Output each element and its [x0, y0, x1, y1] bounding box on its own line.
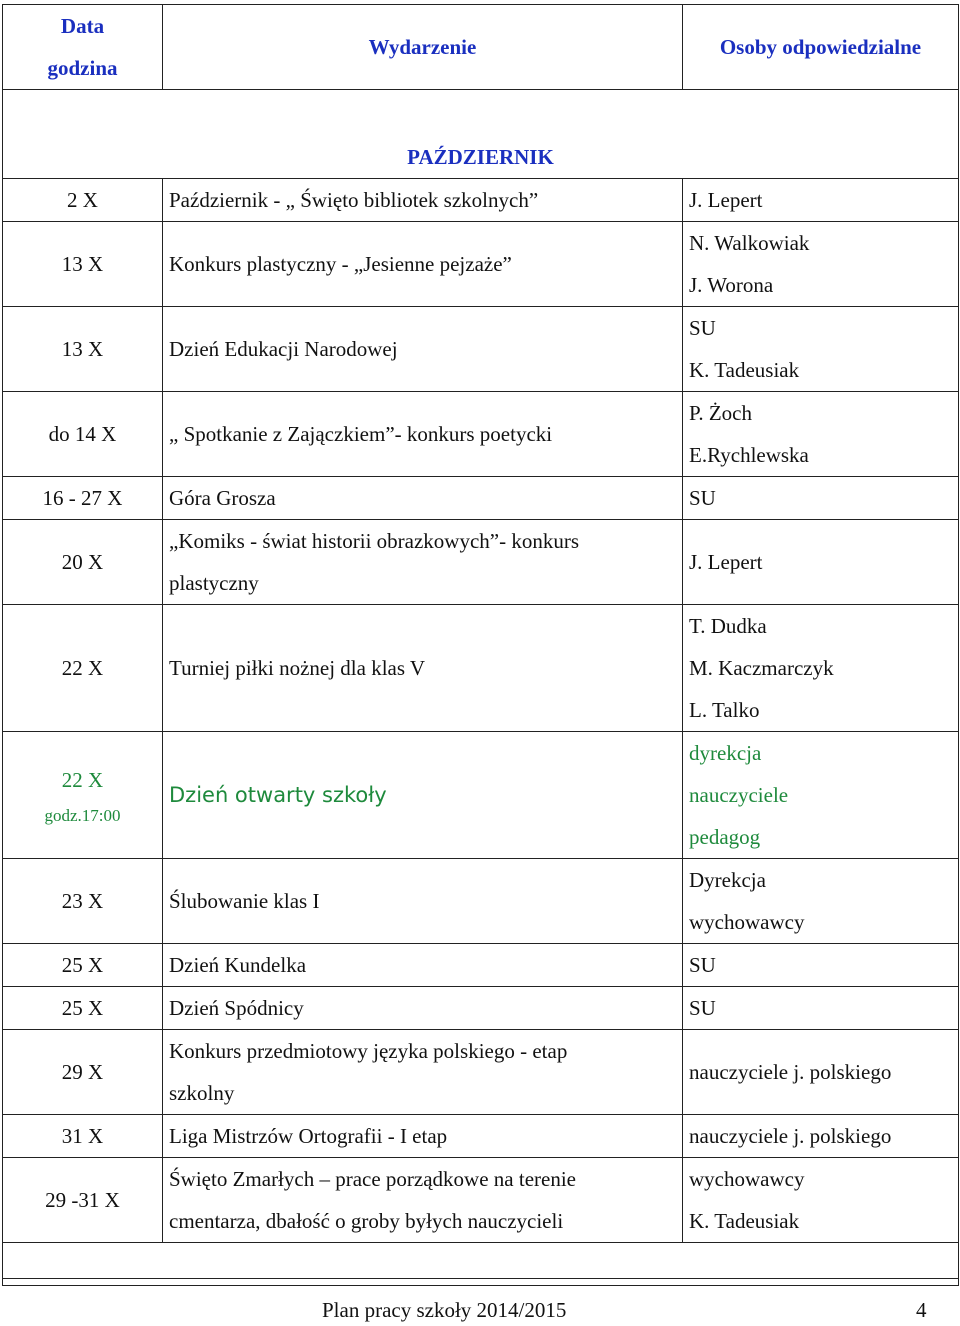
table-row	[3, 222, 959, 307]
table-row	[3, 1030, 959, 1115]
event-cell-text: Turniej piłki nożnej dla klas V	[169, 656, 426, 680]
person-cell	[683, 307, 959, 392]
person-cell-text: J. Lepert	[689, 550, 763, 574]
person-cell	[683, 1158, 959, 1243]
date-cell	[3, 605, 163, 732]
event-cell-text: Październik - „ Święto bibliotek szkolnych”	[169, 188, 539, 212]
date-cell-text: 23 X	[61, 889, 104, 913]
schedule-table	[2, 4, 959, 1286]
date-cell	[3, 1115, 163, 1158]
page-number: 4	[916, 1298, 927, 1322]
table-row	[3, 987, 959, 1030]
event-cell	[163, 987, 683, 1030]
event-cell-text: Dzień otwarty szkoły	[169, 783, 387, 807]
header-date	[3, 5, 163, 90]
date-cell	[3, 222, 163, 307]
event-cell-text: Dzień Edukacji Narodowej	[169, 337, 398, 361]
event-cell	[163, 859, 683, 944]
event-cell-text: Liga Mistrzów Ortografii - I etap	[169, 1124, 448, 1148]
person-cell-text: nauczyciele	[689, 783, 789, 807]
date-cell	[3, 859, 163, 944]
person-cell-text: J. Lepert	[689, 188, 763, 212]
footer-title: Plan pracy szkoły 2014/2015	[322, 1298, 567, 1322]
date-cell-text: 25 X	[61, 996, 104, 1020]
person-cell-text: T. Dudka	[689, 614, 767, 638]
person-cell-text: SU	[689, 316, 716, 340]
page-footer	[0, 1278, 956, 1326]
person-cell-text: wychowawcy	[689, 1167, 805, 1191]
table-row	[3, 732, 959, 859]
date-cell-text: godz.17:00	[44, 806, 121, 825]
date-cell	[3, 179, 163, 222]
person-cell-text: J. Worona	[689, 273, 774, 297]
event-cell-text: Święto Zmarłych – prace porządkowe na terenie	[169, 1167, 576, 1191]
event-cell	[163, 732, 683, 859]
person-cell-text: SU	[689, 953, 716, 977]
person-cell-text: K. Tadeusiak	[689, 1209, 800, 1233]
event-cell	[163, 222, 683, 307]
person-cell	[683, 859, 959, 944]
event-cell	[163, 944, 683, 987]
month-title: PAŹDZIERNIK	[3, 90, 959, 179]
event-cell-text: Konkurs przedmiotowy języka polskiego - etap	[169, 1039, 568, 1063]
person-cell	[683, 1115, 959, 1158]
person-cell-text: K. Tadeusiak	[689, 358, 800, 382]
event-cell-text: Ślubowanie klas I	[169, 889, 320, 913]
person-cell-text: N. Walkowiak	[689, 231, 810, 255]
date-cell	[3, 307, 163, 392]
date-cell-text: 13 X	[61, 252, 104, 276]
person-cell	[683, 605, 959, 732]
event-cell-text: Góra Grosza	[169, 486, 276, 510]
person-cell	[683, 1030, 959, 1115]
event-cell	[163, 307, 683, 392]
person-cell-text: P. Żoch	[689, 401, 752, 425]
date-cell-text: 16 - 27 X	[42, 486, 123, 510]
table-row	[3, 1158, 959, 1243]
person-cell	[683, 179, 959, 222]
person-cell-text: nauczyciele j. polskiego	[689, 1060, 892, 1084]
event-cell-text: cmentarza, dbałość o groby byłych nauczycieli	[169, 1209, 564, 1233]
person-cell-text: L. Talko	[689, 698, 760, 722]
person-cell	[683, 477, 959, 520]
date-cell	[3, 1030, 163, 1115]
date-cell	[3, 477, 163, 520]
event-cell-text: „ Spotkanie z Zajączkiem”- konkurs poetycki	[169, 422, 553, 446]
person-cell-text: nauczyciele j. polskiego	[689, 1124, 892, 1148]
event-cell-text: „Komiks - świat historii obrazkowych”- konkurs	[169, 529, 580, 553]
person-cell-text: SU	[689, 486, 716, 510]
event-cell-text: Dzień Kundelka	[169, 953, 307, 977]
date-cell	[3, 520, 163, 605]
table-row	[3, 859, 959, 944]
table-row	[3, 307, 959, 392]
person-cell	[683, 392, 959, 477]
person-cell-text: dyrekcja	[689, 741, 762, 765]
date-cell-text: 25 X	[61, 953, 104, 977]
person-cell-text: wychowawcy	[689, 910, 805, 934]
event-cell	[163, 477, 683, 520]
person-cell	[683, 222, 959, 307]
date-cell	[3, 392, 163, 477]
event-cell	[163, 179, 683, 222]
table-row	[3, 520, 959, 605]
event-cell	[163, 520, 683, 605]
date-cell-text: do 14 X	[48, 422, 117, 446]
person-cell-text: pedagog	[689, 825, 761, 849]
event-cell	[163, 1115, 683, 1158]
event-cell	[163, 1030, 683, 1115]
footer-divider	[2, 1278, 958, 1279]
person-cell	[683, 520, 959, 605]
header-date-line-1: Data	[60, 14, 105, 38]
date-cell-text: 22 X	[61, 656, 104, 680]
table-row	[3, 1115, 959, 1158]
date-cell-text: 20 X	[61, 550, 104, 574]
person-cell-text: Dyrekcja	[689, 868, 766, 892]
date-cell-text: 13 X	[61, 337, 104, 361]
header-event: Wydarzenie	[163, 5, 683, 90]
date-cell-text: 31 X	[61, 1124, 104, 1148]
date-cell	[3, 732, 163, 859]
person-cell-text: SU	[689, 996, 716, 1020]
event-cell-text: plastyczny	[169, 571, 259, 595]
person-cell-text: M. Kaczmarczyk	[689, 656, 834, 680]
month-row	[3, 90, 959, 179]
event-cell	[163, 605, 683, 732]
header-row	[3, 5, 959, 90]
person-cell-text: E.Rychlewska	[689, 443, 809, 467]
person-cell	[683, 944, 959, 987]
table-row	[3, 392, 959, 477]
table-row	[3, 179, 959, 222]
event-cell-text: szkolny	[169, 1081, 235, 1105]
date-cell	[3, 944, 163, 987]
date-cell-text: 22 X	[61, 768, 104, 792]
date-cell	[3, 987, 163, 1030]
person-cell	[683, 732, 959, 859]
header-person: Osoby odpowiedzialne	[683, 5, 959, 90]
date-cell-text: 29 X	[61, 1060, 104, 1084]
table-row	[3, 605, 959, 732]
date-cell	[3, 1158, 163, 1243]
date-cell-text: 29 -31 X	[45, 1188, 120, 1212]
table-row	[3, 944, 959, 987]
date-cell-text: 2 X	[67, 188, 98, 212]
person-cell	[683, 987, 959, 1030]
event-cell	[163, 392, 683, 477]
event-cell-text: Dzień Spódnicy	[169, 996, 304, 1020]
event-cell	[163, 1158, 683, 1243]
table-row	[3, 477, 959, 520]
header-date-line-2: godzina	[47, 56, 118, 80]
event-cell-text: Konkurs plastyczny - „Jesienne pejzaże”	[169, 252, 512, 276]
